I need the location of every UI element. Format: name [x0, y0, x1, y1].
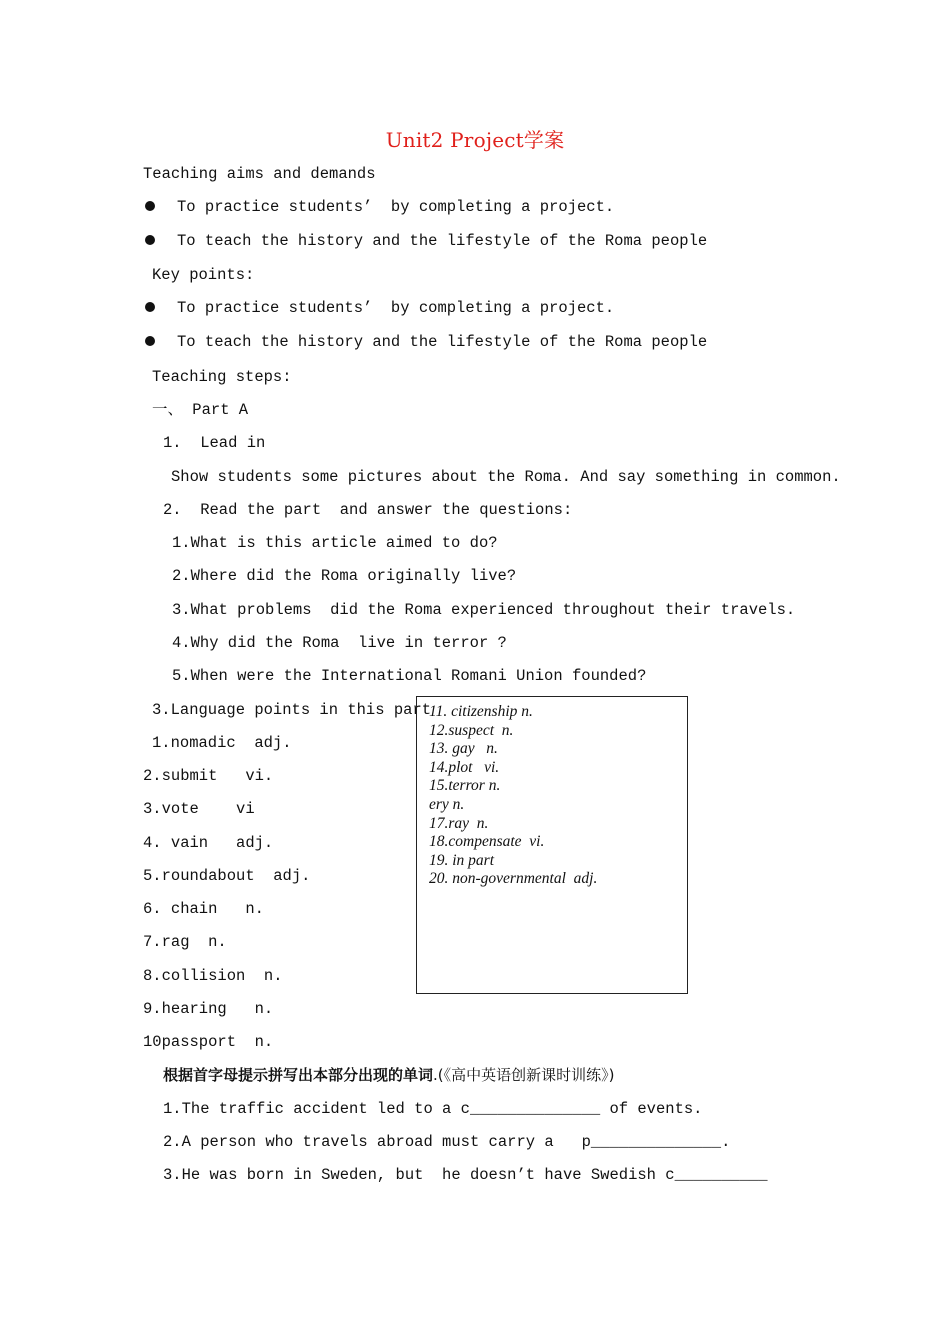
vocab-box-item: 12.suspect n. — [429, 721, 514, 739]
vocab-text-box — [416, 696, 688, 994]
vocab-box-item: ery n. — [429, 795, 465, 813]
exercise-item: 3.He was born in Sweden, but he doesn’t have Swedish c__________ — [163, 1166, 768, 1184]
vocab-item: 2.submit vi. — [143, 767, 274, 785]
vocab-box-item: 19. in part — [429, 851, 495, 869]
bullet-icon — [145, 235, 155, 245]
vocab-item: 1.nomadic adj. — [152, 734, 292, 752]
key-point-item-1: To practice students’ by completing a project. — [177, 299, 615, 317]
steps-heading: Teaching steps: — [152, 368, 292, 386]
vocab-item: 3.vote vi — [143, 800, 255, 818]
question-item: 3.What problems did the Roma experienced throughout their travels. — [172, 601, 796, 619]
aims-item-2: To teach the history and the lifestyle of the Roma people — [177, 232, 708, 250]
read-heading: 2. Read the part and answer the questions: — [163, 501, 573, 519]
question-item: 1.What is this article aimed to do? — [172, 534, 498, 552]
question-item: 5.When were the International Romani Union founded? — [172, 667, 647, 685]
vocab-item: 8.collision n. — [143, 967, 283, 985]
part-a-heading: 一、 Part A — [152, 401, 249, 419]
key-points-heading: Key points: — [152, 266, 255, 284]
lead-in-text: Show students some pictures about the Roma. And say something in common. — [171, 468, 841, 486]
bullet-icon — [145, 201, 155, 211]
question-item: 2.Where did the Roma originally live? — [172, 567, 517, 585]
exercise-instruction — [163, 1065, 615, 1085]
key-point-item-2: To teach the history and the lifestyle of the Roma people — [177, 333, 708, 351]
vocab-box-item: 20. non-governmental adj. — [429, 870, 598, 888]
vocab-box-item: 15.terror n. — [429, 777, 501, 795]
vocab-box-item: 11. citizenship n. — [429, 703, 533, 720]
language-points-heading: 3.Language points in this part — [152, 701, 432, 719]
exercise-instruction-bold: 根据首字母提示拼写出本部分出现的单词 — [163, 1066, 434, 1084]
vocab-item: 4. vain adj. — [143, 834, 274, 852]
vocab-box-item: 13. gay n. — [429, 740, 498, 758]
vocab-box-item: 18.compensate vi. — [429, 833, 545, 851]
vocab-box-item: 14.plot vi. — [429, 758, 500, 776]
vocab-item: 9.hearing n. — [143, 1000, 274, 1018]
bullet-icon — [145, 336, 155, 346]
vocab-item: 10passport n. — [143, 1033, 274, 1051]
vocab-item: 5.roundabout adj. — [143, 867, 311, 885]
aims-heading: Teaching aims and demands — [143, 165, 376, 183]
vocab-item: 7.rag n. — [143, 933, 227, 951]
page-title: Unit2 Project学案 — [385, 128, 565, 152]
exercise-item: 2.A person who travels abroad must carry a p______________. — [163, 1133, 731, 1151]
exercise-instruction-source: .(《高中英语创新课时训练》) — [433, 1066, 615, 1084]
exercise-item: 1.The traffic accident led to a c______________ of events. — [163, 1100, 703, 1118]
vocab-box-item: 17.ray n. — [429, 814, 489, 832]
question-item: 4.Why did the Roma live in terror ? — [172, 634, 507, 652]
aims-item-1: To practice students’ by completing a project. — [177, 198, 615, 216]
vocab-item: 6. chain n. — [143, 900, 264, 918]
bullet-icon — [145, 302, 155, 312]
lead-in-heading: 1. Lead in — [163, 434, 266, 452]
